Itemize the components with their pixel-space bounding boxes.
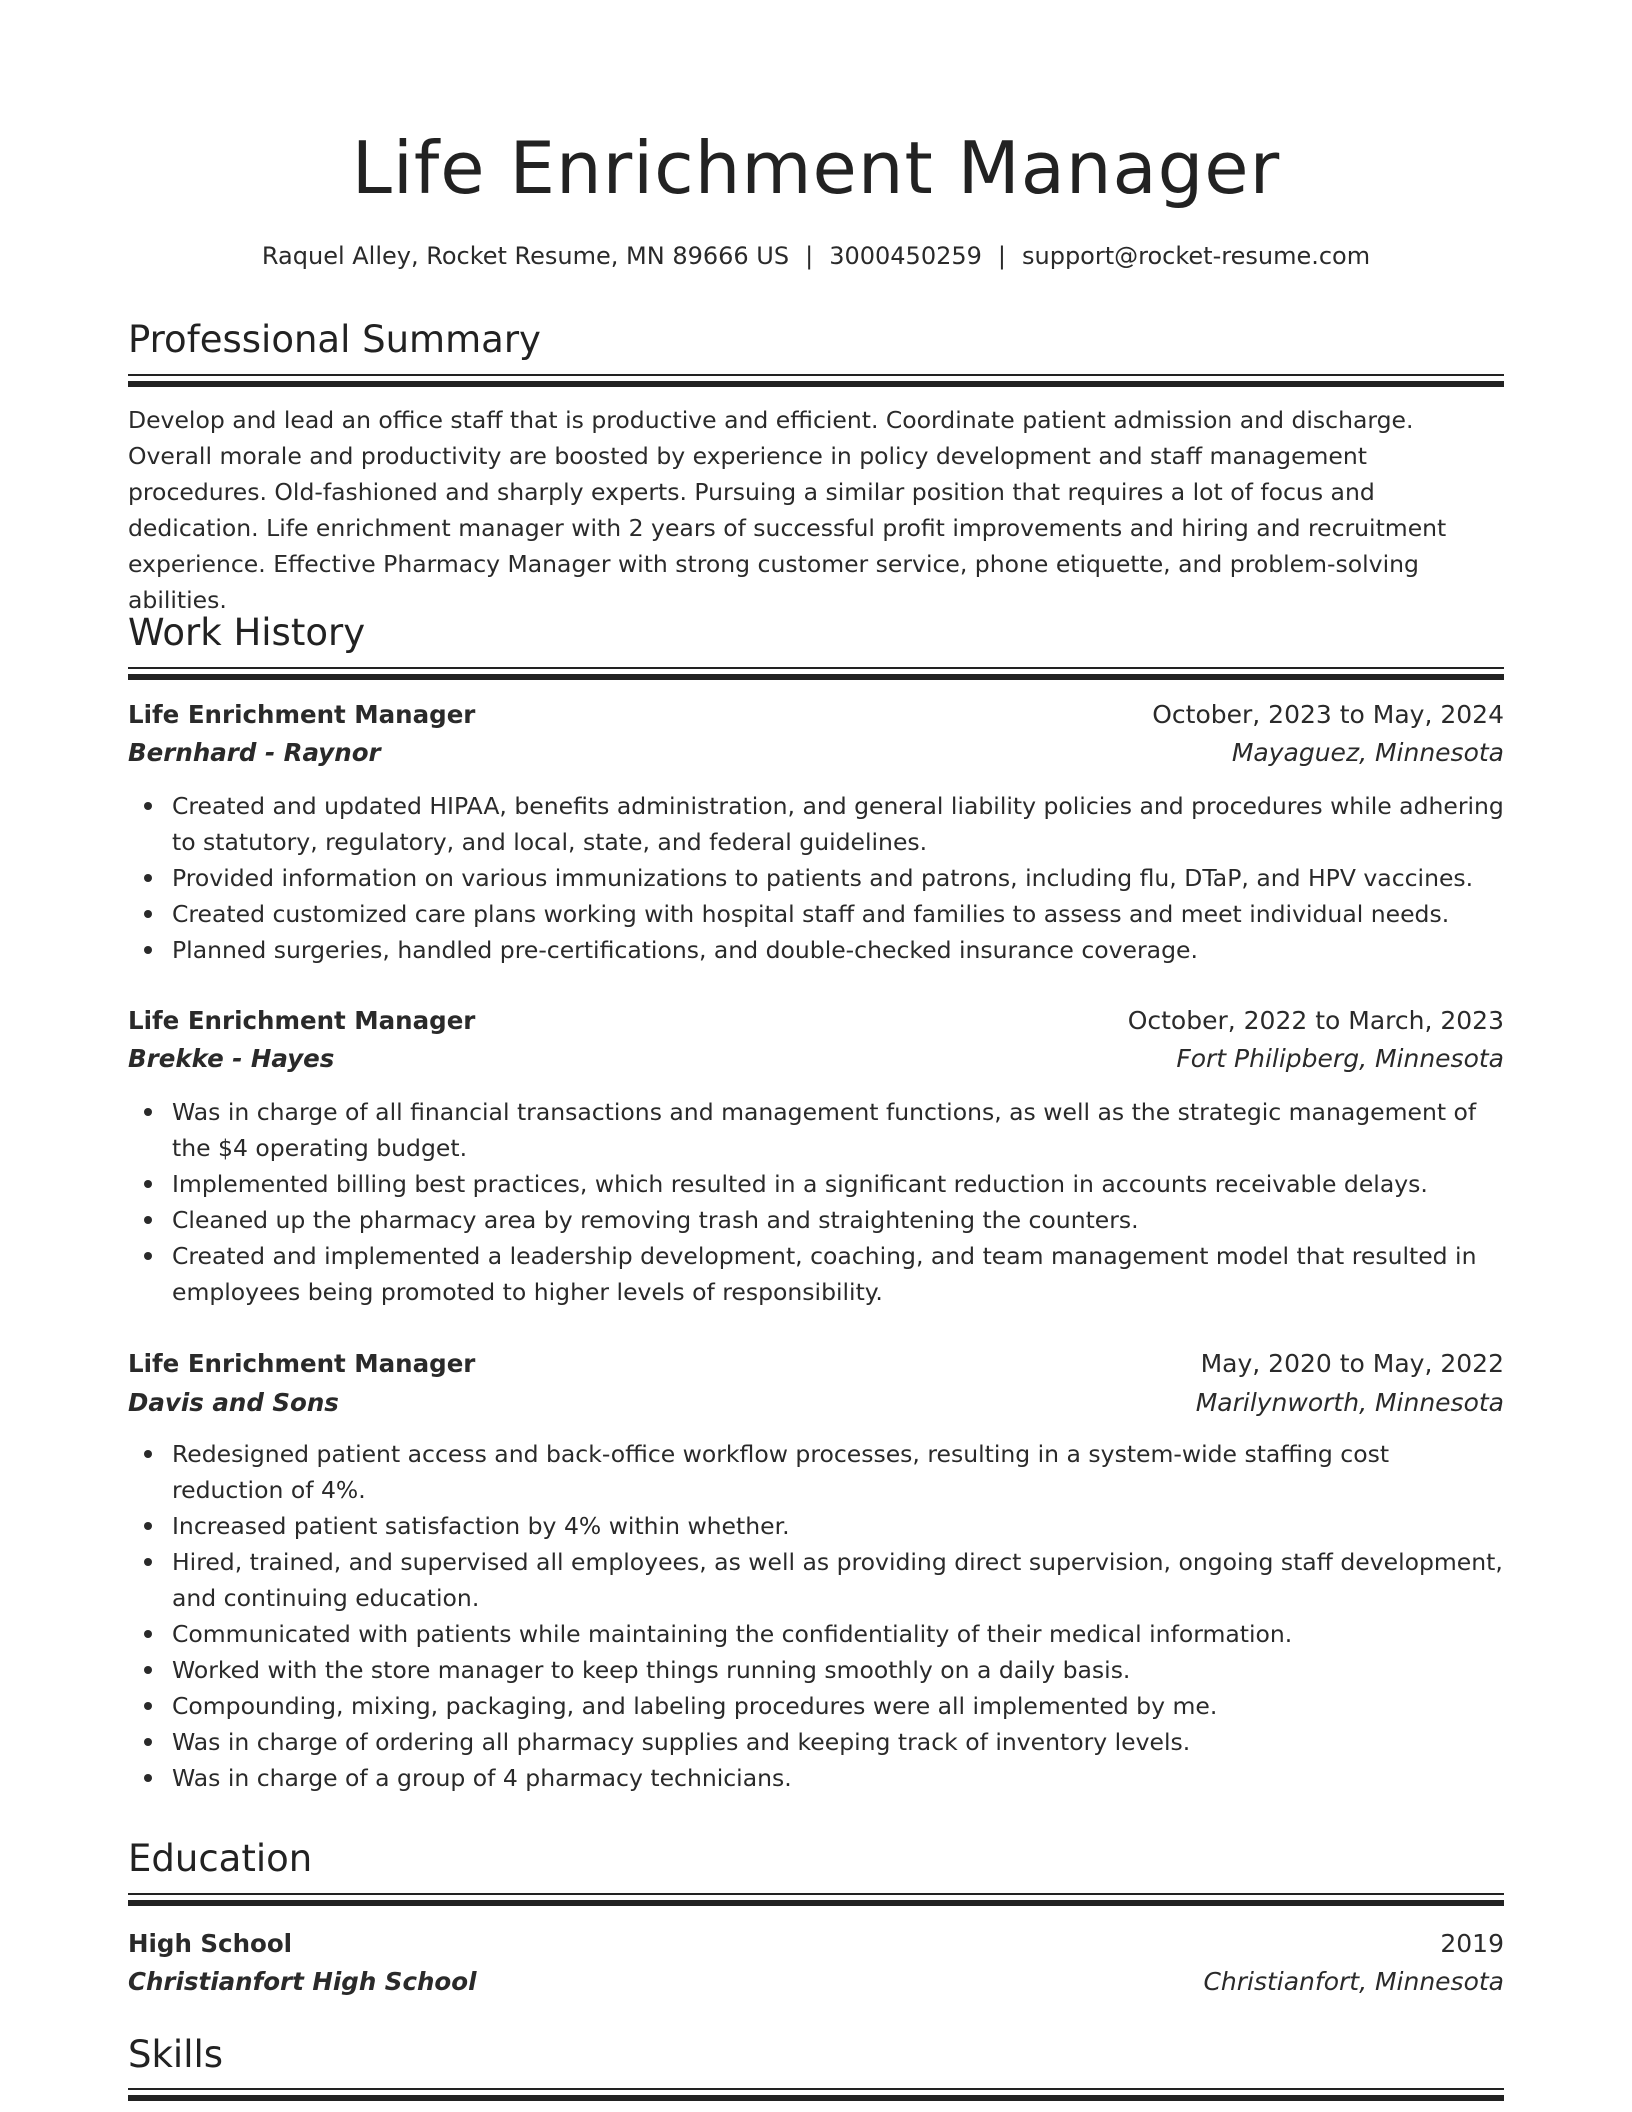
job-bullet: Worked with the store manager to keep things running smoothly on a daily basis. (172, 1652, 1504, 1688)
job-company-row (128, 1384, 1504, 1422)
job-header (128, 1345, 1504, 1383)
job-company: Davis and Sons (128, 1388, 339, 1417)
job-bullet: Planned surgeries, handled pre-certifications, and double-checked insurance coverage. (172, 932, 1504, 968)
job-bullet: Created and updated HIPAA, benefits administration, and general liability policies and procedures while adhering to statutory, regulatory, and local, state, and federal guidelines. (172, 788, 1504, 860)
job-bullet: Was in charge of ordering all pharmacy supplies and keeping track of inventory levels. (172, 1724, 1504, 1760)
section-rule (128, 1893, 1504, 1907)
job-bullet: Hired, trained, and supervised all employees, as well as providing direct supervision, ongoing staff development, and continuing education. (172, 1544, 1504, 1616)
section-rule (128, 2088, 1504, 2102)
job-bullet: Was in charge of all financial transactions and management functions, as well as the strategic management of the $4 operating budget. (172, 1094, 1504, 1166)
contact-separator: | (997, 242, 1006, 270)
job-bullet: Communicated with patients while maintaining the confidentiality of their medical information. (172, 1616, 1504, 1652)
job-bullet: Created and implemented a leadership development, coaching, and team management model that resulted in employees being promoted to higher levels of responsibility. (172, 1238, 1504, 1310)
job-bullet: Created customized care plans working with hospital staff and families to assess and meet individual needs. (172, 896, 1504, 932)
summary-text: Develop and lead an office staff that is productive and efficient. Coordinate patient admission and discharge. Overall morale and productivity are boosted by experience in policy development and staff management procedures. Old-fashioned and sharply experts. Pursuing a similar position that requires a lot of focus and dedication. Life enrichment manager with 2 years of successful profit improvements and hiring and recruitment experience. Effective Pharmacy Manager with strong customer service, phone etiquette, and problem-solving abilities. (128, 406, 1447, 614)
job-bullet: Provided information on various immunizations to patients and patrons, including flu, DTaP, and HPV vaccines. (172, 860, 1504, 896)
education-school: Christianfort High School (128, 1967, 477, 1996)
job-bullet: Cleaned up the pharmacy area by removing trash and straightening the counters. (172, 1202, 1504, 1238)
job-bullets (128, 1436, 1504, 1796)
education-year: 2019 (1440, 1929, 1504, 1958)
job-bullet: Implemented billing best practices, which resulted in a significant reduction in accounts receivable delays. (172, 1166, 1504, 1202)
education-school-row (128, 1963, 1504, 2001)
section-rule (128, 374, 1504, 388)
job-title: Life Enrichment Manager (128, 700, 476, 729)
job-header (128, 1002, 1504, 1040)
job-company: Brekke - Hayes (128, 1044, 335, 1073)
contact-line (128, 238, 1504, 274)
education-degree: High School (128, 1929, 293, 1958)
section-heading-work-history: Work History (128, 611, 366, 654)
resume-title: Life Enrichment Manager (351, 126, 1281, 210)
contact-separator: | (805, 242, 814, 270)
job-bullet: Was in charge of a group of 4 pharmacy technicians. (172, 1760, 1504, 1796)
job-dates: October, 2023 to May, 2024 (1152, 700, 1504, 729)
job-bullet: Compounding, mixing, packaging, and labeling procedures were all implemented by me. (172, 1688, 1504, 1724)
job-bullet: Increased patient satisfaction by 4% within whether. (172, 1508, 1504, 1544)
contact-email: support@rocket-resume.com (1022, 242, 1371, 270)
job-bullet: Redesigned patient access and back-office workflow processes, resulting in a system-wide staffing cost reduction of 4%. (172, 1436, 1504, 1508)
section-heading-skills: Skills (128, 2033, 224, 2076)
job-dates: October, 2022 to March, 2023 (1127, 1006, 1504, 1035)
job-company-row (128, 734, 1504, 772)
contact-address: Raquel Alley, Rocket Resume, MN 89666 US (261, 242, 790, 270)
job-location: Fort Philipberg, Minnesota (1176, 1044, 1504, 1073)
job-title: Life Enrichment Manager (128, 1349, 476, 1378)
job-bullets (128, 1094, 1504, 1310)
job-bullets (128, 788, 1504, 968)
job-header (128, 696, 1504, 734)
section-rule (128, 667, 1504, 681)
job-title: Life Enrichment Manager (128, 1006, 476, 1035)
job-location: Mayaguez, Minnesota (1231, 738, 1504, 767)
job-location: Marilynworth, Minnesota (1195, 1388, 1504, 1417)
job-company: Bernhard - Raynor (128, 738, 381, 767)
job-company-row (128, 1040, 1504, 1078)
education-location: Christianfort, Minnesota (1203, 1967, 1504, 1996)
section-heading-summary: Professional Summary (128, 318, 541, 361)
education-header (128, 1925, 1504, 1963)
job-dates: May, 2020 to May, 2022 (1200, 1349, 1504, 1378)
contact-phone: 3000450259 (829, 242, 982, 270)
section-heading-education: Education (128, 1837, 313, 1880)
